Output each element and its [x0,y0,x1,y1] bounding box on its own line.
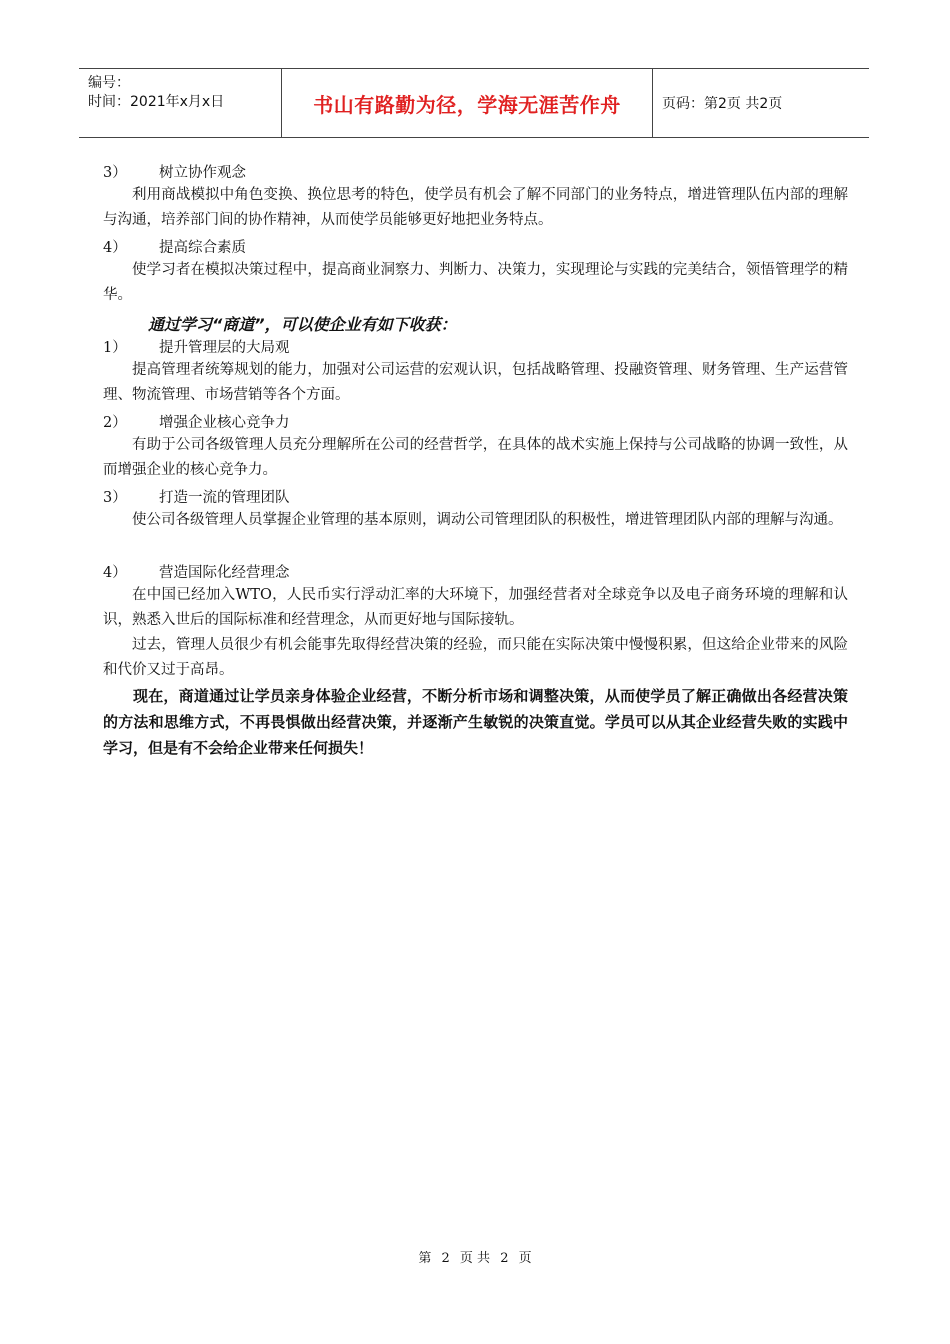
footer-middle: 页 共 [459,1251,491,1266]
list-item-body: 有助于公司各级管理人员充分理解所在公司的经营哲学，在具体的战术实施上保持与公司战略的协调一致性，从而增强企业的核心竞争力。 [103,437,848,478]
list-item-body: 使学习者在模拟决策过程中，提高商业洞察力、判断力、决策力，实现理论与实践的完美结合，领悟管理学的精华。 [103,262,848,303]
list-item-title: 树立协作观念 [159,165,246,181]
time-label: 时间：2021年x月x日 [88,94,225,110]
motto-text: 书山有路勤为径，学海无涯苦作舟 [313,92,621,117]
list-item-title: 增强企业核心竞争力 [159,415,290,431]
list-item-title: 提升管理层的大局观 [159,340,290,356]
list-item-body: 提高管理者统筹规划的能力，加强对公司运营的宏观认识，包括战略管理、投融资管理、财务管理、生产运营管理、物流管理、市场营销等各个方面。 [103,362,848,403]
header-page-cell [662,69,867,137]
past-paragraph: 过去，管理人员很少有机会能事先取得经营决策的经验，而只能在实际决策中慢慢积累，但这给企业带来的风险和代价又过于高昂。 [103,637,848,678]
list-item-title: 打造一流的管理团队 [159,490,290,506]
header-motto-cell [282,69,653,137]
list-item-number: 4） [103,565,127,581]
list-item-body: 在中国已经加入WTO，人民币实行浮动汇率的大环境下，加强经营者对全球竞争以及电子商务环境的理解和认识，熟悉入世后的国际标准和经营理念，从而更好地与国际接轨。 [103,587,848,628]
footer-prefix: 第 [418,1251,432,1266]
page-footer [0,1247,950,1266]
section-heading: 通过学习“商道”，可以使企业有如下收获： [148,315,457,334]
header-meta-cell [79,69,282,137]
list-item-body: 使公司各级管理人员掌握企业管理的基本原则，调动公司管理团队的积极性，增进管理团队内部的理解与沟通。 [132,512,843,528]
list-item-number: 3） [103,490,127,506]
list-item-number: 1） [103,340,127,356]
list-item-title: 营造国际化经营理念 [159,565,290,581]
footer-current-page: 2 [441,1251,450,1266]
list-item-body: 利用商战模拟中角色变换、换位思考的特色，使学员有机会了解不同部门的业务特点，增进管理队伍内部的理解与沟通，培养部门间的协作精神，从而使学员能够更好地把业务特点。 [103,187,848,228]
list-item-number: 3） [103,165,127,181]
list-item-number: 4） [103,240,127,256]
number-label: 编号： [88,75,130,91]
header-table [79,68,869,138]
conclusion-paragraph: 现在，商道通过让学员亲身体验企业经营，不断分析市场和调整决策，从而使学员了解正确做出各经营决策的方法和思维方式，不再畏惧做出经营决策，并逐渐产生敏锐的决策直觉。学员可以从其企业经营失败的实践中学习，但是有不会给企业带来任何损失！ [103,687,848,757]
page-label: 页码：第2页 共2页 [662,96,783,112]
footer-suffix: 页 [518,1251,532,1266]
footer-total-pages: 2 [500,1251,509,1266]
list-item-title: 提高综合素质 [159,240,246,256]
list-item-number: 2） [103,415,127,431]
